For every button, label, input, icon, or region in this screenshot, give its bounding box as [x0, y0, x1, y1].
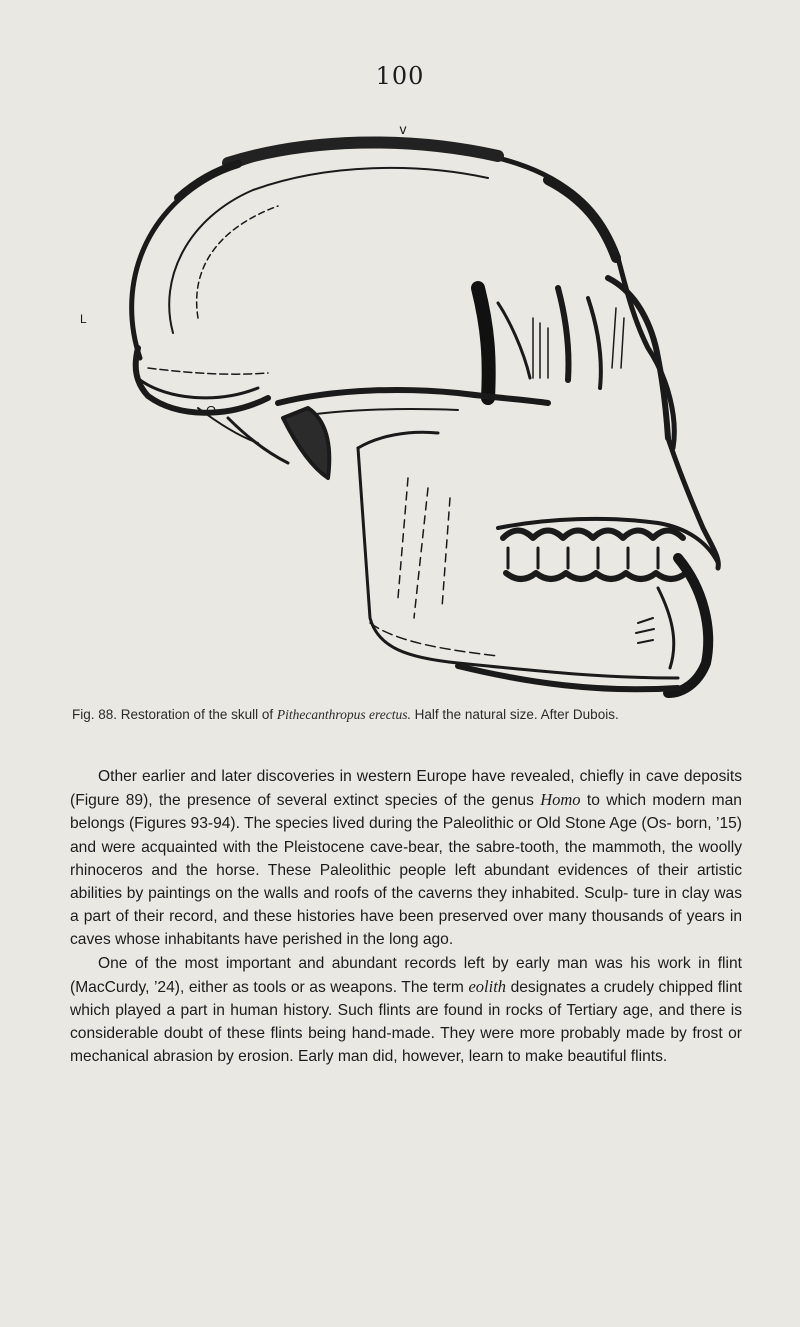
paragraph-2-lead: One of the most important and abundant records left by early man was his work in flint (MacCurdy, ’24), either as tools or as weapons. The term	[70, 954, 742, 996]
paragraph-1	[70, 765, 742, 952]
term-eolith: eolith	[468, 976, 507, 996]
paragraph-1-lead: Other earlier and later discoveries in western Europe have revealed, chiefly in cave deposits (Figure 89), the presence of several extinct species of the genus	[70, 768, 742, 810]
term-homo: Homo	[540, 790, 581, 810]
paragraph-2-tail: designates a crudely chipped flint which played a part in human history. Such flints are found in rocks of Tertiary age, and there is considerable doubt of these flints being hand-made. They were more probably made by frost or mechanical abrasion by erosion. Early man did, however, learn to make beautiful flints.	[70, 978, 742, 1066]
marker-left-label: L	[80, 312, 87, 326]
caption-tail: Half the natural size. After Dubois.	[410, 707, 619, 722]
figure-caption	[72, 705, 740, 725]
paragraph-2	[70, 952, 742, 1069]
body-text	[70, 765, 742, 1069]
caption-lead: Fig. 88. Restoration of the skull of	[72, 707, 277, 722]
skull-illustration	[78, 118, 728, 700]
paragraph-1-tail: to which modern man belongs (Figures 93-94). The species lived during the Paleolithic or Old Stone Age (Os- born, ’15) and were acquainted with the Pleistocene cave-bear, the sabre-tooth, the mammoth, the woolly rhinoceros and the horse. These Paleolithic people left abundant evidences of their artistic abilities by paintings on the walls and roofs of the caverns they inhabited. Sculp- ture in clay was a part of their record, and these histories have been preserved over many thousands of years in caves whose inhabitants have perished in the long ago.	[70, 792, 742, 949]
marker-bottom-label: O	[206, 403, 217, 418]
page-number: 100	[375, 62, 425, 90]
skull-drawing	[78, 118, 728, 700]
caption-taxon: Pithecanthropus erectus.	[276, 707, 411, 722]
marker-top-label: v	[399, 121, 407, 137]
